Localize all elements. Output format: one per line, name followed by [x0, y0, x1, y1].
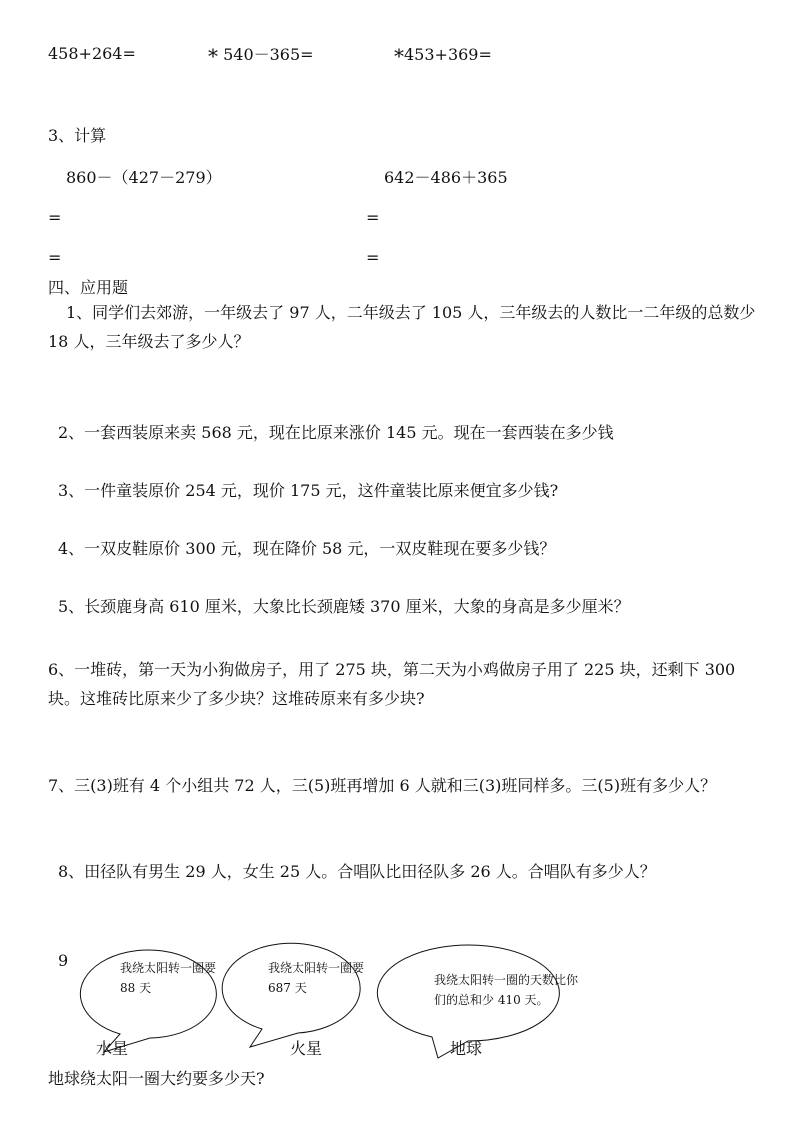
section4-heading: 四、应用题 — [48, 278, 129, 297]
star-mark: * — [208, 44, 218, 68]
section3-heading: 3、计算 — [48, 126, 107, 145]
arith-a: 458+264= — [48, 44, 136, 63]
arith-c-expr: 453+369= — [404, 45, 492, 64]
bubble-text-earth: 我绕太阳转一圈的天数比你们的总和少 410 天。 — [434, 973, 579, 1007]
question-1: 1、同学们去郊游，一年级去了 97 人，二年级去了 105 人，三年级去的人数比一二年级的总数少 18 人，三年级去了多少人？ — [48, 303, 756, 351]
question-3: 3、一件童装原价 254 元，现价 175 元，这件童装比原来便宜多少钱? — [58, 481, 559, 500]
calc-expr-1: 860－（427－279） — [66, 168, 222, 187]
question-9-number: 9 — [58, 951, 69, 970]
question-4: 4、一双皮鞋原价 300 元，现在降价 58 元，一双皮鞋现在要多少钱？ — [58, 539, 556, 558]
planet-label-mercury: 水星 — [96, 1039, 129, 1058]
question-9-text: 地球绕太阳一圈大约要多少天? — [48, 1069, 265, 1088]
question-7: 7、三(3)班有 4 个小组共 72 人，三(5)班再增加 6 人就和三(3)班同样多。三(5)班有多少人？ — [48, 776, 717, 795]
arith-b-expr: 540－365= — [218, 45, 314, 64]
calc-eq: = — [366, 248, 380, 267]
calc-eq: = — [366, 208, 380, 227]
question-8: 8、田径队有男生 29 人，女生 25 人。合唱队比田径队多 26 人。合唱队有多少人？ — [58, 862, 656, 881]
star-mark: * — [394, 44, 404, 68]
calc-expr-2: 642－486＋365 — [384, 168, 508, 187]
question-6: 6、一堆砖，第一天为小狗做房子，用了 275 块，第二天为小鸡做房子用了 225 块，还剩下 300 块。这堆砖比原来少了多少块？这堆砖原来有多少块? — [48, 660, 736, 708]
bubble-text-mars: 我绕太阳转一圈要 687 天 — [268, 961, 365, 995]
calc-eq: = — [48, 248, 62, 267]
question-2: 2、一套西装原来卖 568 元，现在比原来涨价 145 元。现在一套西装在多少钱 — [58, 423, 614, 442]
bubble-text-mercury: 我绕太阳转一圈要 88 天 — [120, 961, 217, 995]
planet-label-mars: 火星 — [290, 1039, 323, 1058]
question-5: 5、长颈鹿身高 610 厘米，大象比长颈鹿矮 370 厘米，大象的身高是多少厘米？ — [58, 597, 630, 616]
calc-eq: = — [48, 208, 62, 227]
planet-label-earth: 地球 — [450, 1039, 483, 1058]
